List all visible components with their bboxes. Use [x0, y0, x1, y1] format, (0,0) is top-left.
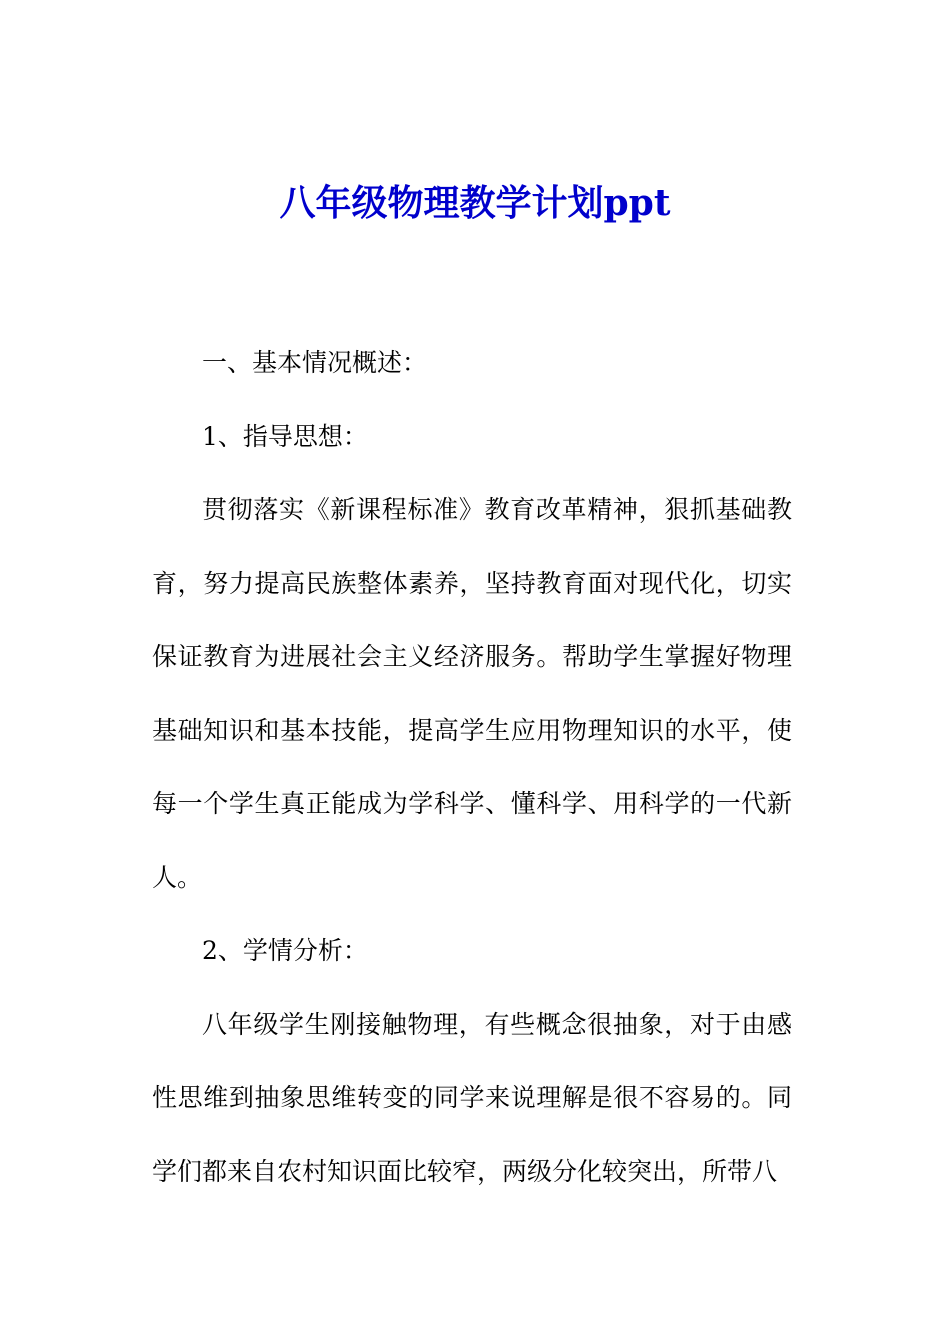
document-body	[152, 326, 792, 1208]
subsection-heading-guiding-ideology: 1、指导思想：	[202, 421, 368, 451]
subsection-heading-student-analysis: 2、学情分析：	[202, 936, 368, 965]
section-heading-overview: 一、基本情况概述：	[202, 348, 428, 377]
paragraph-student-analysis: 八年级学生刚接触物理，有些概念很抽象，对于由感性思维到抽象思维转变的同学来说理解是很不容易的。同学们都来自农村知识面比较窄，两级分化较突出，所带八	[152, 1009, 792, 1186]
paragraph-guiding-ideology: 贯彻落实《新课程标准》教育改革精神，狠抓基础教育，努力提高民族整体素养，坚持教育面对现代化，切实保证教育为进展社会主义经济服务。帮助学生掌握好物理基础知识和基本技能，提高学生应用物理知识的水平，使每一个学生真正能成为学科学、懂科学、用科学的一代新人。	[152, 495, 792, 892]
document-title: 八年级物理教学计划ppt	[279, 182, 671, 224]
